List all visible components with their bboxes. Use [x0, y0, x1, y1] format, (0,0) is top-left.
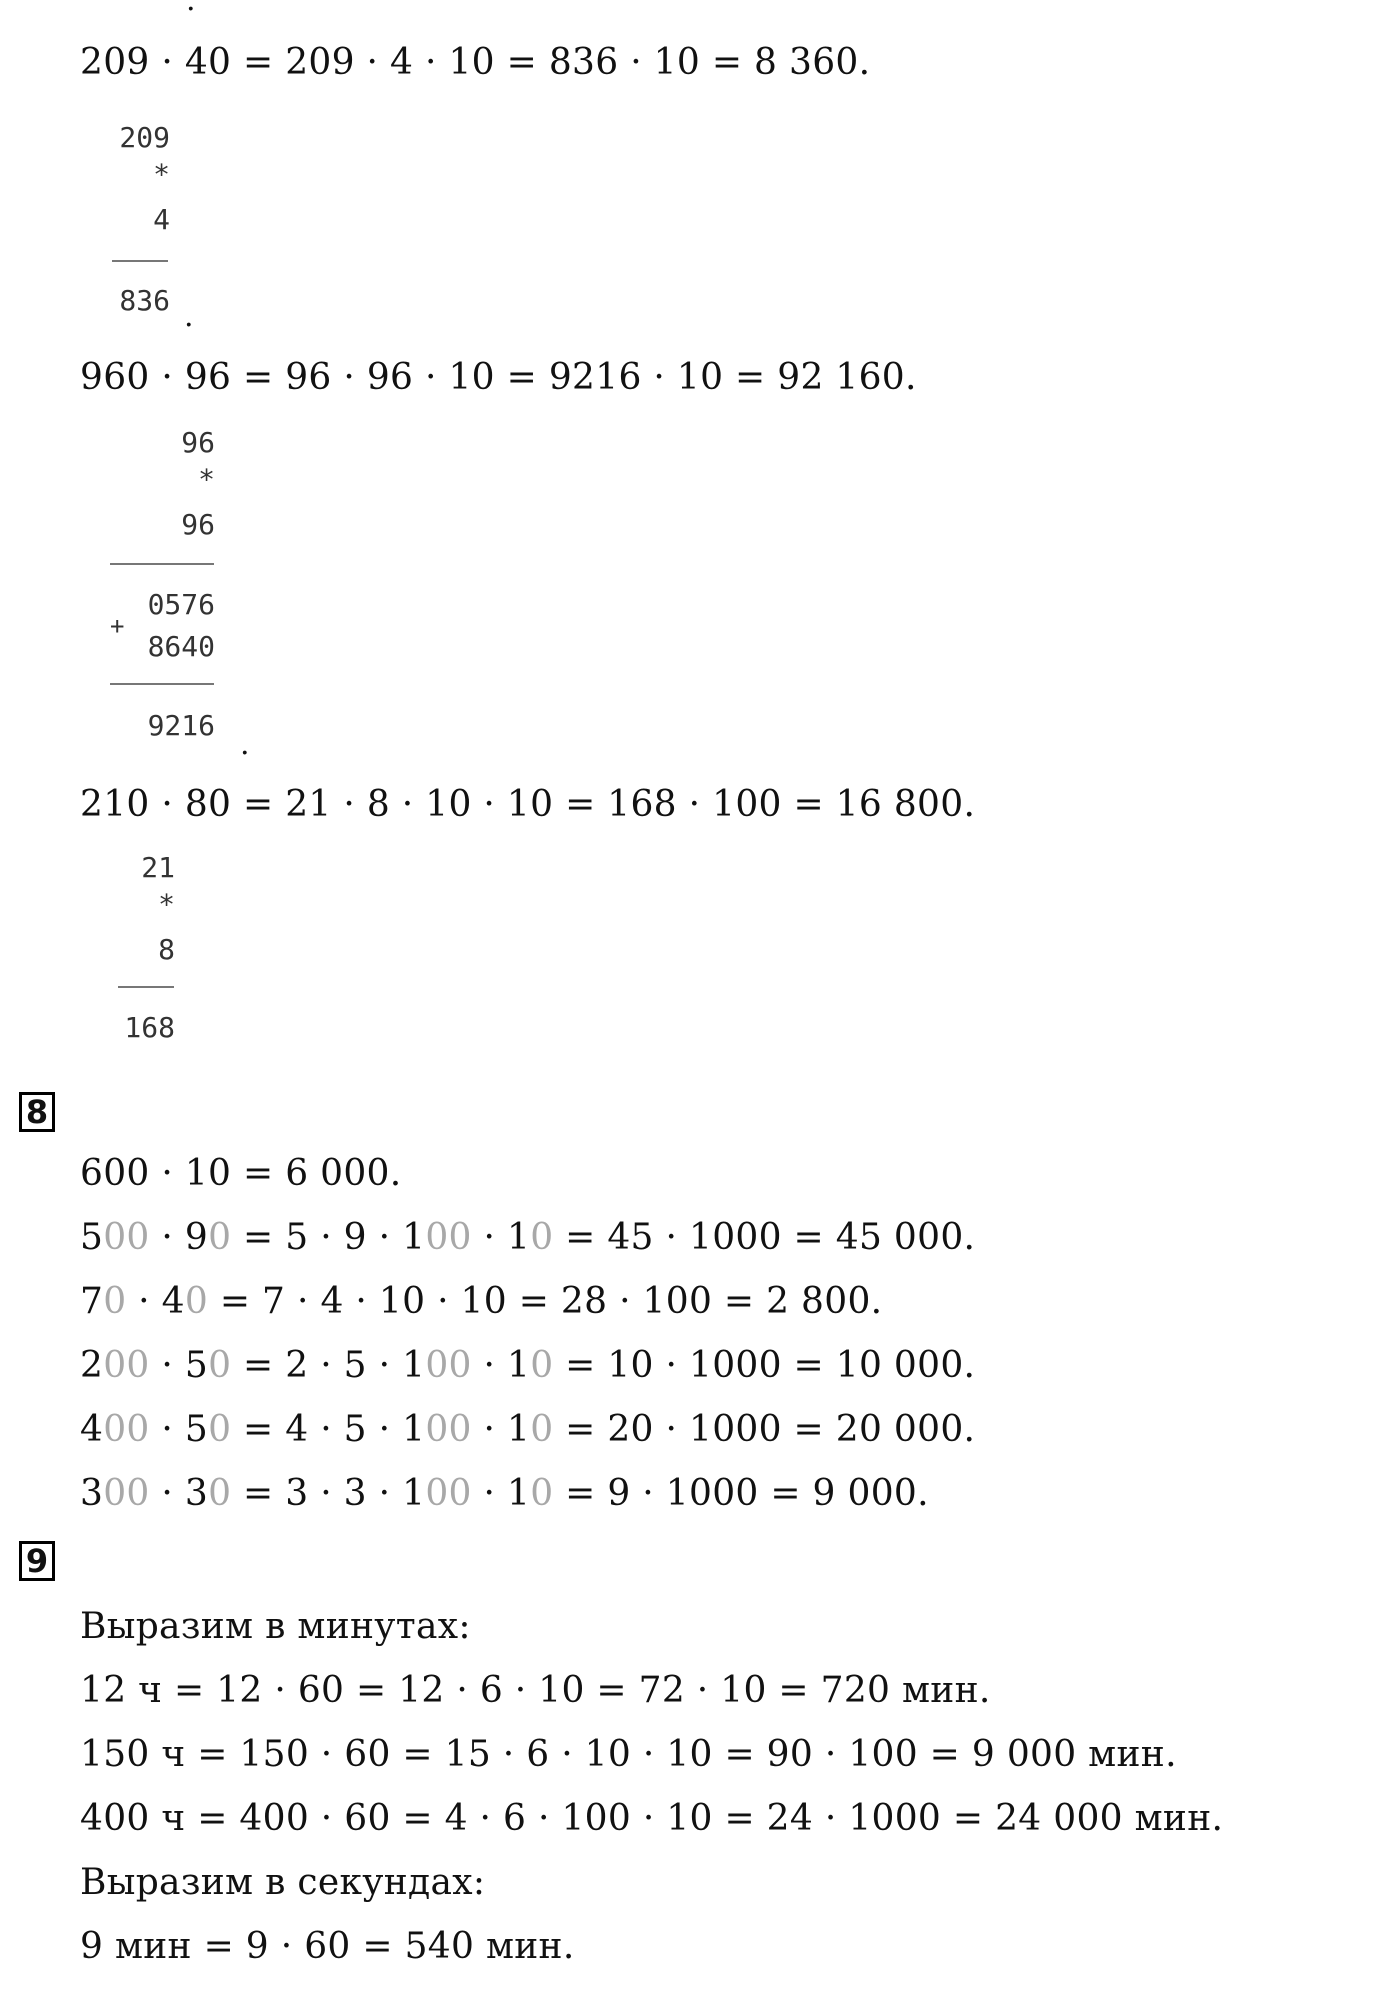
equation-line: 209 · 40 = 209 · 4 · 10 = 836 · 10 = 8 360. — [80, 42, 871, 83]
task-number-9: 9 — [19, 1541, 55, 1581]
multiplicand: 21 — [141, 851, 175, 884]
product: 168 — [124, 1011, 175, 1044]
operator: * — [158, 888, 175, 921]
equation-line: 210 · 80 = 21 · 8 · 10 · 10 = 168 · 100 = 16 800. — [80, 784, 976, 825]
equation-line: 960 · 96 = 96 · 96 · 10 = 9216 · 10 = 92 160. — [80, 357, 917, 398]
section-heading: Выразим в секундах: — [80, 1862, 486, 1903]
equation-line: 12 ч = 12 · 60 = 12 · 6 · 10 = 72 · 10 = 720 мин. — [80, 1670, 991, 1711]
plus-sign: + — [110, 612, 125, 640]
result-rule — [118, 986, 174, 988]
partial-product: 0576 — [147, 588, 215, 621]
multiplicand: 96 — [181, 426, 215, 459]
product: 9216 — [147, 709, 215, 742]
multiplier: 4 — [153, 203, 170, 236]
multiplicand: 209 — [119, 121, 170, 154]
equation-line: 150 ч = 150 · 60 = 15 · 6 · 10 · 10 = 90 · 100 = 9 000 мин. — [80, 1734, 1177, 1775]
equation-line: 500 · 90 = 5 · 9 · 100 · 10 = 45 · 1000 = 45 000. — [80, 1217, 976, 1258]
dot-mark: . — [240, 727, 250, 762]
dot-mark: . — [186, 0, 196, 18]
multiplier: 96 — [181, 508, 215, 541]
task-number-8: 8 — [19, 1092, 55, 1132]
operator: * — [198, 463, 215, 496]
product: 836 — [119, 284, 170, 317]
equation-line: 300 · 30 = 3 · 3 · 100 · 10 = 9 · 1000 = 9 000. — [80, 1473, 929, 1514]
equation-line: 200 · 50 = 2 · 5 · 100 · 10 = 10 · 1000 = 10 000. — [80, 1345, 976, 1386]
multiplier: 8 — [158, 933, 175, 966]
partials-rule — [110, 563, 214, 565]
dot-mark: . — [184, 299, 194, 334]
partial-product: 8640 — [147, 630, 215, 663]
equation-line: 400 ч = 400 · 60 = 4 · 6 · 100 · 10 = 24 · 1000 = 24 000 мин. — [80, 1798, 1224, 1839]
equation-line: 70 · 40 = 7 · 4 · 10 · 10 = 28 · 100 = 2 800. — [80, 1281, 883, 1322]
section-heading: Выразим в минутах: — [80, 1606, 471, 1647]
equation-line: 400 · 50 = 4 · 5 · 100 · 10 = 20 · 1000 = 20 000. — [80, 1409, 976, 1450]
operator: * — [153, 158, 170, 191]
result-rule — [112, 260, 168, 262]
result-rule — [110, 683, 214, 685]
equation-line: 9 мин = 9 · 60 = 540 мин. — [80, 1926, 575, 1967]
equation-line: 600 · 10 = 6 000. — [80, 1153, 402, 1194]
